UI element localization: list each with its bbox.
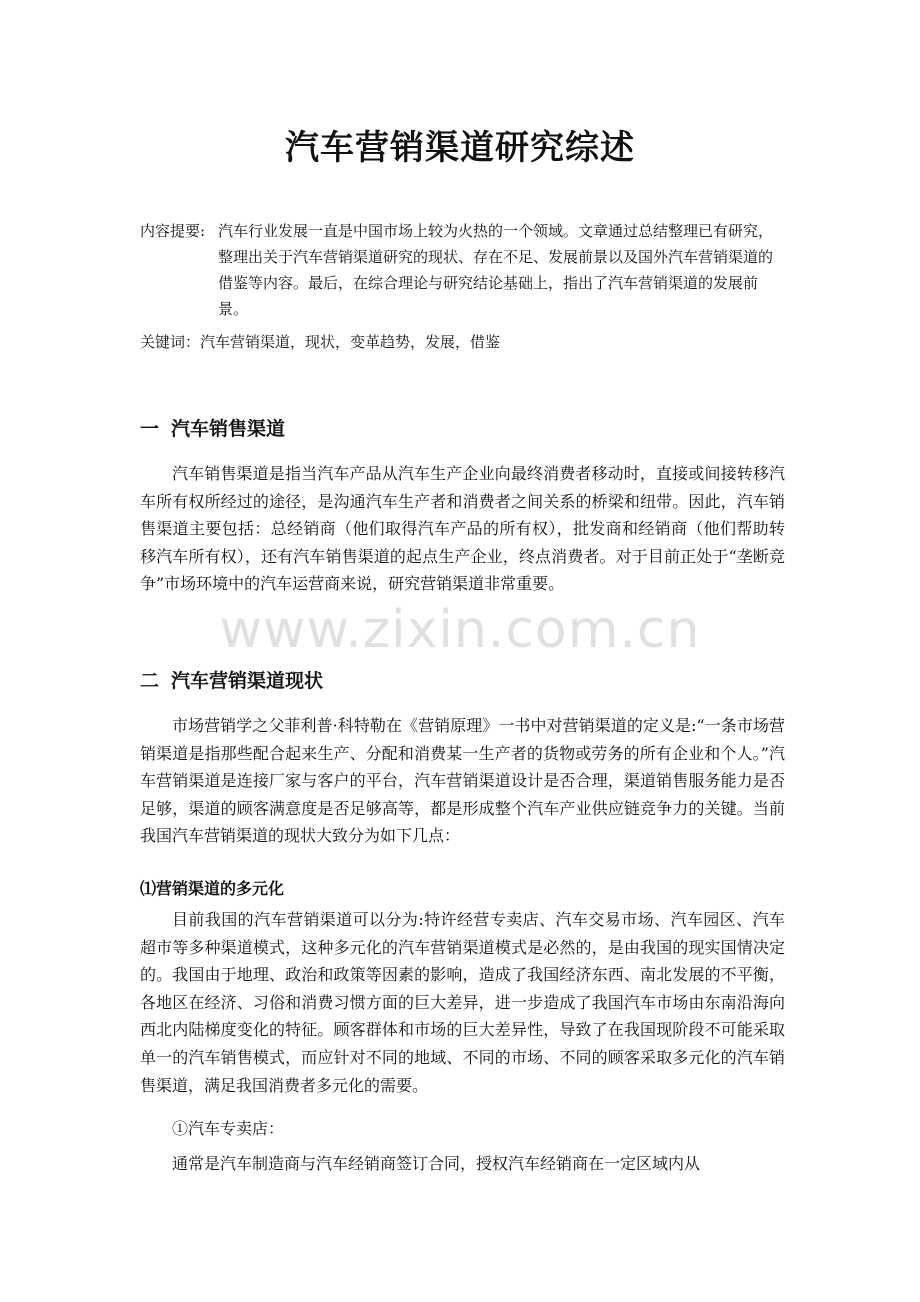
- document-title: 汽车营销渠道研究综述: [285, 128, 635, 168]
- section-title: 汽车营销渠道现状: [171, 670, 324, 692]
- watermark: www.zixin.com.cn: [219, 600, 701, 660]
- section-heading-2: [140, 666, 323, 693]
- section-number: 二: [140, 670, 160, 692]
- abstract-text: 汽车行业发展一直是中国市场上较为火热的一个领域。文章通过总结整理已有研究，整理出关于汽车营销渠道研究的现状、存在不足、发展前景以及国外汽车营销渠道的借鉴等内容。最后，在综合理论与研究结论基础上，指出了汽车营销渠道的发展前景。: [218, 222, 774, 318]
- section-1-paragraph: 汽车销售渠道是指当汽车产品从汽车生产企业向最终消费者移动时，直接或间接转移汽车所有权所经过的途径，是沟通汽车生产者和消费者之间关系的桥梁和纽带。因此，汽车销售渠道主要包括：总经销商（他们取得汽车产品的所有权），批发商和经销商（他们帮助转移汽车所有权），还有汽车销售渠道的起点生产企业，终点消费者。对于目前正处于“垄断竞争”市场环境中的汽车运营商来说，研究营销渠道非常重要。: [140, 464, 785, 594]
- section-number: 一: [140, 418, 160, 440]
- section-2-paragraph: 市场营销学之父菲利普·科特勒在《营销原理》一书中对营销渠道的定义是:“一条市场营销渠道是指那些配合起来生产、分配和消费某一生产者的货物或劳务的所有企业和个人。”汽车营销渠道是连接厂家与客户的平台，汽车营销渠道设计是否合理，渠道销售服务能力是否足够，渠道的顾客满意度是否足够高等，都是形成整个汽车产业供应链竞争力的关键。当前我国汽车营销渠道的现状大致分为如下几点：: [140, 716, 785, 846]
- section-heading-1: [140, 414, 285, 441]
- subsection-paragraph: 目前我国的汽车营销渠道可以分为:特许经营专卖店、汽车交易市场、汽车园区、汽车超市等多种渠道模式，这种多元化的汽车营销渠道模式是必然的，是由我国的现实国情决定的。我国由于地理、政治和政策等因素的影响，造成了我国经济东西、南北发展的不平衡，各地区在经济、习俗和消费习惯方面的巨大差异，进一步造成了我国汽车市场由东南沿海向西北内陆梯度变化的特征。顾客群体和市场的巨大差异性，导致了在我国现阶段不可能采取单一的汽车销售模式，而应针对不同的地域、不同的市场、不同的顾客采取多元化的汽车销售渠道，满足我国消费者多元化的需要。: [140, 910, 785, 1095]
- last-paragraph: 通常是汽车制造商与汽车经销商签订合同，授权汽车经销商在一定区域内从: [172, 1154, 701, 1173]
- keywords: 关键词：汽车营销渠道，现状，变革趋势，发展，借鉴: [140, 333, 501, 351]
- abstract: [140, 218, 785, 322]
- abstract-label: 内容提要:: [140, 222, 206, 240]
- list-item-label: ①汽车专卖店：: [172, 1119, 285, 1138]
- section-title: 汽车销售渠道: [171, 418, 286, 440]
- subsection-heading: ⑴营销渠道的多元化: [140, 879, 285, 898]
